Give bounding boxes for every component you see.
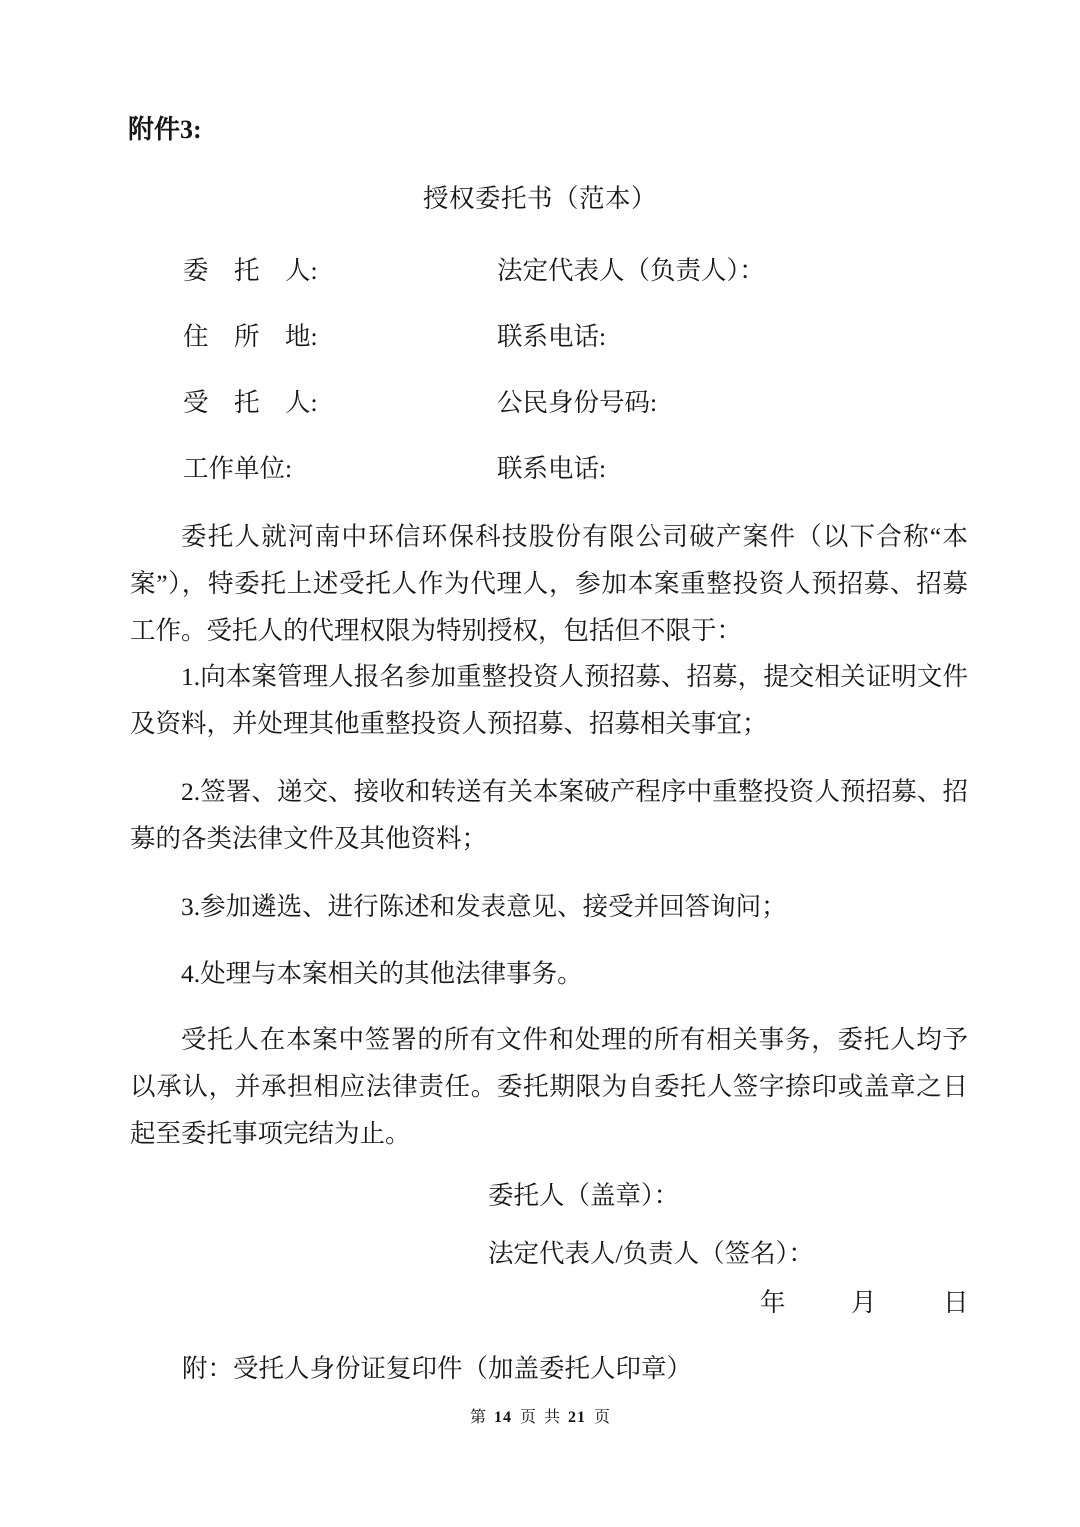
legal-representative-label: 法定代表人（负责人）： (497, 256, 765, 285)
phone-label-1: 联系电话: (497, 322, 607, 351)
footer-label-unit2: 页 (594, 1409, 611, 1426)
page-footer (0, 1408, 1080, 1427)
footer-label-unit1: 页 (519, 1409, 536, 1426)
footer-label-page: 第 (469, 1409, 486, 1426)
intro-paragraph: 委托人就河南中环信环保科技股份有限公司破产案件（以下合称“本案”），特委托上述受托人作为代理人，参加本案重整投资人预招募、招募工作。受托人的代理权限为特别授权，包括但不限于： (130, 522, 968, 645)
form-row-principal (0, 258, 1080, 298)
agent-label: 受 托 人: (183, 388, 318, 417)
principal-label: 委 托 人: (183, 256, 318, 285)
total-pages: 21 (568, 1409, 587, 1426)
authorization-item-4: 4.处理与本案相关的其他法律事务。 (181, 959, 583, 988)
principal-seal-line: 委托人（盖章）： (488, 1181, 680, 1210)
authorization-item-3: 3.参加遴选、进行陈述和发表意见、接受并回答询问； (181, 892, 787, 921)
document-title: 授权委托书（范本） (422, 184, 657, 213)
form-row-employer (0, 456, 1080, 496)
form-row-agent (0, 390, 1080, 430)
attachment-label: 附件3: (128, 115, 202, 144)
footer-label-of: 共 (544, 1409, 561, 1426)
date-line (0, 1290, 1080, 1320)
page-number: 14 (493, 1409, 512, 1426)
date-year-label: 年 (760, 1288, 786, 1317)
employer-label: 工作单位: (183, 454, 293, 483)
date-month-label: 月 (851, 1288, 877, 1317)
attachment-note: 附：受托人身份证复印件（加盖委托人印章） (182, 1354, 693, 1383)
date-day-label: 日 (943, 1288, 969, 1317)
authorization-item-2: 2.签署、递交、接收和转送有关本案破产程序中重整投资人预招募、招募的各类法律文件及其他资料； (130, 777, 968, 853)
form-row-address (0, 324, 1080, 364)
id-number-label: 公民身份号码: (497, 388, 658, 417)
closing-paragraph: 受托人在本案中签署的所有文件和处理的所有相关事务，委托人均予以承认，并承担相应法律责任。委托期限为自委托人签字捺印或盖章之日起至委托事项完结为止。 (130, 1025, 968, 1148)
authorization-item-1: 1.向本案管理人报名参加重整投资人预招募、招募，提交相关证明文件及资料，并处理其他重整投资人预招募、招募相关事宜； (130, 662, 968, 738)
address-label: 住 所 地: (183, 322, 318, 351)
phone-label-2: 联系电话: (497, 454, 607, 483)
representative-signature-line: 法定代表人/负责人（签名）： (488, 1239, 814, 1268)
